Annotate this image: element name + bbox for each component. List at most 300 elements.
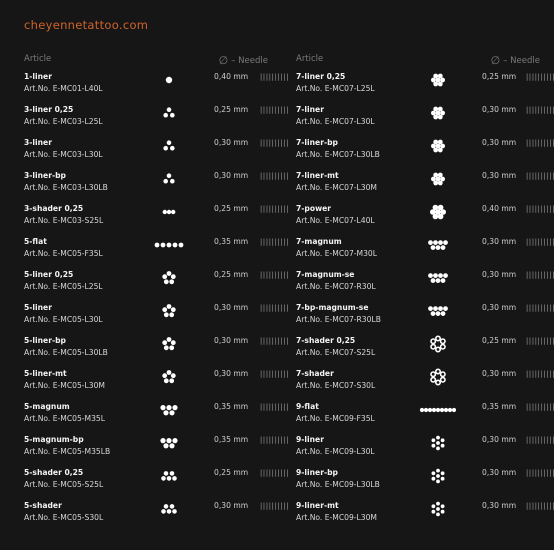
header-diameter: ∅ – Needle — [490, 54, 540, 67]
needle-point — [170, 471, 175, 476]
needle-point — [432, 471, 436, 475]
needle-count-marks: |||||||||| — [525, 403, 554, 411]
needle-point — [167, 140, 172, 145]
needle-point — [172, 438, 177, 443]
header-article: Article — [296, 54, 324, 64]
needle-pattern — [413, 138, 463, 160]
needle-point — [163, 210, 167, 214]
needle-point — [164, 345, 169, 350]
article-number: Art.No. E-MC07-S30L — [296, 381, 376, 390]
needle-row — [296, 435, 554, 468]
needle-diameter: 0,30 mm — [214, 171, 249, 180]
needle-row — [24, 105, 289, 138]
needle-5-flat-icon — [144, 237, 194, 259]
needle-point — [162, 340, 167, 345]
needle-name: 3-liner-bp — [24, 171, 66, 180]
needle-point — [167, 271, 172, 276]
needle-point — [171, 373, 176, 378]
needle-diameter: 0,40 mm — [482, 204, 517, 213]
needle-point — [438, 74, 443, 79]
needle-name: 1-liner — [24, 72, 52, 81]
needle-pattern — [144, 369, 194, 391]
article-number: Art.No. E-MC03-L25L — [24, 117, 103, 126]
needle-point — [436, 436, 440, 440]
needle-point — [436, 513, 440, 517]
needle-count-marks: |||||||||| — [525, 139, 554, 147]
needle-point — [172, 476, 177, 481]
needle-point — [452, 408, 456, 412]
needle-count-marks: |||||||||| — [259, 370, 289, 378]
needle-name: 5-flat — [24, 237, 47, 246]
needle-point — [433, 181, 438, 186]
needle-point — [167, 210, 171, 214]
needle-diameter: 0,30 mm — [482, 468, 517, 477]
needle-diameter: 0,25 mm — [214, 105, 249, 114]
needle-point — [441, 245, 446, 250]
needle-point — [167, 107, 172, 112]
needle-pattern — [144, 270, 194, 292]
needle-point — [167, 304, 172, 309]
article-number: Art.No. E-MC07-L30LB — [296, 150, 380, 159]
needle-count-marks: |||||||||| — [525, 106, 554, 114]
needle-point — [436, 144, 441, 149]
needle-point — [433, 240, 438, 245]
needle-diameter: 0,30 mm — [482, 105, 517, 114]
needle-diameter: 0,35 mm — [214, 237, 249, 246]
needle-pattern — [413, 204, 463, 226]
needle-point — [171, 274, 176, 279]
needle-point — [167, 509, 172, 514]
article-number: Art.No. E-MC03-L30L — [24, 150, 103, 159]
needle-name: 7-magnum-se — [296, 270, 355, 279]
needle-point — [431, 278, 436, 283]
needle-point — [441, 438, 445, 442]
needle-point — [169, 378, 174, 383]
article-number: Art.No. E-MC05-M35L — [24, 414, 105, 423]
header-diameter: ∅ – Needle — [218, 54, 268, 67]
needle-point — [428, 306, 433, 311]
needle-count-marks: |||||||||| — [259, 436, 289, 444]
needle-count-marks: |||||||||| — [525, 73, 554, 81]
needle-diameter: 0,25 mm — [214, 204, 249, 213]
diameter-icon: ∅ — [490, 54, 501, 67]
needle-row — [296, 369, 554, 402]
needle-row — [24, 501, 289, 534]
column-header — [296, 52, 546, 72]
needle-name: 7-shader 0,25 — [296, 336, 356, 345]
column-header — [24, 52, 274, 72]
needle-name: 5-liner-bp — [24, 336, 66, 345]
needle-point — [441, 345, 445, 349]
needle-count-marks: |||||||||| — [259, 337, 289, 345]
article-number: Art.No. E-MC07-R30L — [296, 282, 376, 291]
needle-name: 9-liner-mt — [296, 501, 339, 510]
needle-point — [169, 443, 174, 448]
needle-count-marks: |||||||||| — [525, 436, 554, 444]
needle-diameter: 0,30 mm — [214, 336, 249, 345]
needle-point — [424, 408, 428, 412]
needle-point — [436, 311, 441, 316]
needle-row — [24, 270, 289, 303]
needle-7-liner-icon — [413, 72, 463, 94]
needle-point — [436, 469, 440, 473]
needle-row — [296, 204, 554, 237]
needle-row — [296, 105, 554, 138]
needle-point — [155, 243, 160, 248]
needle-point — [161, 243, 166, 248]
needle-point — [431, 111, 436, 116]
article-number: Art.No. E-MC05-L30L — [24, 315, 103, 324]
needle-point — [170, 179, 175, 184]
needle-point — [170, 113, 175, 118]
article-number: Art.No. E-MC07-M30L — [296, 249, 377, 258]
needle-pattern — [413, 402, 463, 424]
needle-name: 7-magnum — [296, 237, 342, 246]
needle-count-marks: |||||||||| — [525, 337, 554, 345]
needle-count-marks: |||||||||| — [525, 238, 554, 246]
needle-count-marks: |||||||||| — [259, 106, 289, 114]
needle-point — [441, 339, 445, 343]
needle-point — [171, 340, 176, 345]
needle-point — [179, 243, 184, 248]
needle-point — [433, 107, 438, 112]
needle-1-liner-icon — [144, 72, 194, 94]
article-number: Art.No. E-MC05-L30LB — [24, 348, 108, 357]
needle-point — [431, 245, 436, 250]
needle-name: 5-magnum-bp — [24, 435, 84, 444]
needle-point — [438, 115, 443, 120]
needle-diameter: 0,35 mm — [482, 402, 517, 411]
needle-diameter: 0,30 mm — [482, 138, 517, 147]
needle-row — [24, 336, 289, 369]
needle-point — [164, 378, 169, 383]
article-number: Art.No. E-MC05-S25L — [24, 480, 104, 489]
site-logo: cheyennetattoo.com — [24, 18, 149, 32]
needle-point — [441, 510, 445, 514]
header-article: Article — [24, 54, 52, 64]
needle-name: 3-shader 0,25 — [24, 204, 84, 213]
needle-point — [436, 177, 441, 182]
needle-row — [296, 468, 554, 501]
article-number: Art.No. E-MC03-S25L — [24, 216, 104, 225]
needle-count-marks: |||||||||| — [259, 271, 289, 279]
needle-diameter: 0,40 mm — [214, 72, 249, 81]
needle-diameter: 0,30 mm — [214, 369, 249, 378]
needle-9-liner-icon — [413, 501, 463, 523]
needle-name: 9-flat — [296, 402, 319, 411]
needle-count-marks: |||||||||| — [259, 238, 289, 246]
needle-point — [438, 240, 443, 245]
article-number: Art.No. E-MC07-R30LB — [296, 315, 381, 324]
article-number: Art.No. E-MC09-L30M — [296, 513, 377, 522]
needle-point — [441, 444, 445, 448]
needle-point — [428, 240, 433, 245]
needle-diameter: 0,30 mm — [482, 270, 517, 279]
needle-point — [432, 510, 436, 514]
needle-point — [436, 447, 440, 451]
needle-point — [172, 509, 177, 514]
needle-row — [24, 468, 289, 501]
needle-diameter: 0,25 mm — [214, 468, 249, 477]
needle-point — [433, 173, 438, 178]
needle-diameter: 0,30 mm — [482, 501, 517, 510]
needle-count-marks: |||||||||| — [259, 502, 289, 510]
needle-count-marks: |||||||||| — [525, 370, 554, 378]
needle-row — [296, 138, 554, 171]
needle-point — [170, 504, 175, 509]
needle-name: 7-liner-bp — [296, 138, 338, 147]
needle-row — [296, 501, 554, 534]
needle-5-liner-icon — [144, 369, 194, 391]
needle-point — [171, 307, 176, 312]
needle-diameter: 0,25 mm — [482, 72, 517, 81]
needle-row — [24, 435, 289, 468]
needle-point — [431, 372, 435, 376]
needle-name: 3-liner 0,25 — [24, 105, 74, 114]
needle-row — [24, 204, 289, 237]
needle-7-liner-icon — [413, 105, 463, 127]
needle-point — [436, 111, 441, 116]
article-number: Art.No. E-MC05-M35LB — [24, 447, 111, 456]
needle-pattern — [144, 72, 194, 94]
needle-pattern — [413, 468, 463, 490]
needle-point — [167, 370, 172, 375]
article-number: Art.No. E-MC07-S25L — [296, 348, 376, 357]
article-number: Art.No. E-MC05-F35L — [24, 249, 103, 258]
needle-5-magnum-icon — [144, 402, 194, 424]
needle-point — [436, 336, 440, 340]
needle-point — [167, 173, 172, 178]
needle-count-marks: |||||||||| — [525, 172, 554, 180]
needle-point — [431, 78, 436, 83]
needle-point — [438, 205, 444, 211]
needle-pattern — [413, 237, 463, 259]
needle-pattern — [413, 501, 463, 523]
needle-point — [432, 504, 436, 508]
needle-5-shader-icon — [144, 501, 194, 523]
article-number: Art.No. E-MC05-S30L — [24, 513, 104, 522]
needle-row — [296, 171, 554, 204]
needle-pattern — [144, 138, 194, 160]
article-number: Art.No. E-MC09-F35L — [296, 414, 375, 423]
needle-point — [163, 179, 168, 184]
article-number: Art.No. E-MC07-L30L — [296, 117, 375, 126]
needle-point — [169, 410, 174, 415]
needle-point — [164, 312, 169, 317]
needle-name: 7-shader — [296, 369, 334, 378]
needle-point — [436, 380, 440, 384]
needle-point — [436, 347, 440, 351]
needle-point — [438, 173, 443, 178]
needle-point — [431, 311, 436, 316]
needle-count-marks: |||||||||| — [525, 502, 554, 510]
needle-row — [24, 402, 289, 435]
article-number: Art.No. E-MC05-L25L — [24, 282, 103, 291]
needle-point — [438, 107, 443, 112]
needle-pattern — [144, 237, 194, 259]
needle-point — [432, 438, 436, 442]
needle-point — [431, 378, 435, 382]
needle-count-marks: |||||||||| — [525, 271, 554, 279]
needle-row — [24, 138, 289, 171]
needle-point — [162, 373, 167, 378]
needle-point — [441, 471, 445, 475]
needle-diameter: 0,30 mm — [482, 303, 517, 312]
needle-name: 3-liner — [24, 138, 52, 147]
needle-point — [438, 148, 443, 153]
needle-point — [167, 476, 172, 481]
needle-pattern — [144, 435, 194, 457]
needle-point — [436, 278, 441, 283]
needle-point — [433, 306, 438, 311]
needle-point — [166, 77, 172, 83]
needle-point — [173, 243, 178, 248]
needle-point — [440, 111, 445, 116]
needle-point — [169, 279, 174, 284]
needle-point — [431, 177, 436, 182]
needle-point — [433, 205, 439, 211]
needle-point — [441, 372, 445, 376]
needle-pattern — [413, 72, 463, 94]
needle-point — [438, 273, 443, 278]
needle-point — [433, 273, 438, 278]
needle-row — [24, 171, 289, 204]
needle-point — [167, 243, 172, 248]
needle-point — [433, 82, 438, 87]
article-number: Art.No. E-MC07-L40L — [296, 216, 375, 225]
needle-point — [440, 78, 445, 83]
needle-point — [163, 410, 168, 415]
needle-pattern — [144, 468, 194, 490]
needle-point — [164, 279, 169, 284]
needle-point — [172, 405, 177, 410]
needle-5-liner-icon — [144, 303, 194, 325]
needle-name: 7-bp-magnum-se — [296, 303, 369, 312]
needle-point — [436, 245, 441, 250]
right-column — [296, 52, 554, 534]
needle-point — [169, 345, 174, 350]
needle-point — [163, 146, 168, 151]
needle-point — [441, 311, 446, 316]
needle-diameter: 0,30 mm — [482, 171, 517, 180]
needle-9-liner-icon — [413, 468, 463, 490]
needle-count-marks: |||||||||| — [259, 304, 289, 312]
needle-diameter: 0,30 mm — [482, 369, 517, 378]
needle-name: 5-liner — [24, 303, 52, 312]
needle-pattern — [144, 171, 194, 193]
needle-7-magnum-icon — [413, 303, 463, 325]
needle-point — [436, 502, 440, 506]
needle-row — [296, 303, 554, 336]
needle-9-flat-icon — [413, 402, 463, 424]
needle-point — [438, 306, 443, 311]
needle-count-marks: |||||||||| — [259, 139, 289, 147]
article-number: Art.No. E-MC09-L30L — [296, 447, 375, 456]
needle-name: 7-liner-mt — [296, 171, 339, 180]
needle-name: 9-liner — [296, 435, 324, 444]
needle-point — [443, 306, 448, 311]
needle-point — [448, 408, 452, 412]
needle-pattern — [413, 105, 463, 127]
needle-row — [24, 303, 289, 336]
needle-point — [436, 474, 440, 478]
needle-pattern — [413, 303, 463, 325]
needle-diameter: 0,35 mm — [214, 435, 249, 444]
needle-point — [436, 78, 441, 83]
needle-point — [420, 408, 424, 412]
needle-point — [438, 82, 443, 87]
needle-7-magnum-icon — [413, 237, 463, 259]
needle-point — [432, 444, 436, 448]
needle-point — [433, 214, 439, 220]
needle-count-marks: |||||||||| — [525, 205, 554, 213]
article-number: Art.No. E-MC01-L40L — [24, 84, 103, 93]
needle-point — [167, 337, 172, 342]
needle-point — [431, 144, 436, 149]
needle-7-power-icon — [413, 204, 463, 226]
needle-count-marks: |||||||||| — [259, 73, 289, 81]
needle-point — [169, 312, 174, 317]
needle-point — [160, 438, 165, 443]
needle-pattern — [144, 336, 194, 358]
needle-pattern — [144, 105, 194, 127]
needle-point — [433, 74, 438, 79]
needle-point — [433, 140, 438, 145]
needle-diameter: 0,30 mm — [214, 138, 249, 147]
needle-count-marks: |||||||||| — [259, 469, 289, 477]
needle-point — [431, 345, 435, 349]
needle-pattern — [413, 336, 463, 358]
needle-point — [436, 441, 440, 445]
needle-point — [440, 408, 444, 412]
needle-pattern — [413, 171, 463, 193]
needle-row — [24, 72, 289, 105]
needle-name: 7-liner 0,25 — [296, 72, 346, 81]
needle-row — [296, 402, 554, 435]
needle-name: 7-liner — [296, 105, 324, 114]
needle-pattern — [413, 435, 463, 457]
needle-name: 9-liner-bp — [296, 468, 338, 477]
needle-point — [444, 408, 448, 412]
needle-point — [171, 210, 175, 214]
needle-pattern — [144, 501, 194, 523]
needle-count-marks: |||||||||| — [259, 403, 289, 411]
article-number: Art.No. E-MC09-L30LB — [296, 480, 380, 489]
needle-point — [166, 405, 171, 410]
needle-7-magnum-icon — [413, 270, 463, 292]
needle-5-liner-icon — [144, 270, 194, 292]
needle-point — [436, 480, 440, 484]
needle-point — [441, 477, 445, 481]
article-number: Art.No. E-MC05-L30M — [24, 381, 105, 390]
needle-row — [296, 72, 554, 105]
needle-point — [428, 408, 432, 412]
needle-point — [441, 504, 445, 508]
needle-row — [296, 336, 554, 369]
needle-name: 5-shader — [24, 501, 62, 510]
needle-count-marks: |||||||||| — [525, 469, 554, 477]
needle-point — [432, 477, 436, 481]
needle-point — [162, 274, 167, 279]
needle-diameter: 0,25 mm — [482, 336, 517, 345]
needle-point — [436, 408, 440, 412]
needle-point — [163, 443, 168, 448]
needle-5-shader-icon — [144, 468, 194, 490]
needle-count-marks: |||||||||| — [259, 205, 289, 213]
needle-7-shader-icon — [413, 336, 463, 358]
left-column — [24, 52, 289, 534]
needle-point — [163, 113, 168, 118]
